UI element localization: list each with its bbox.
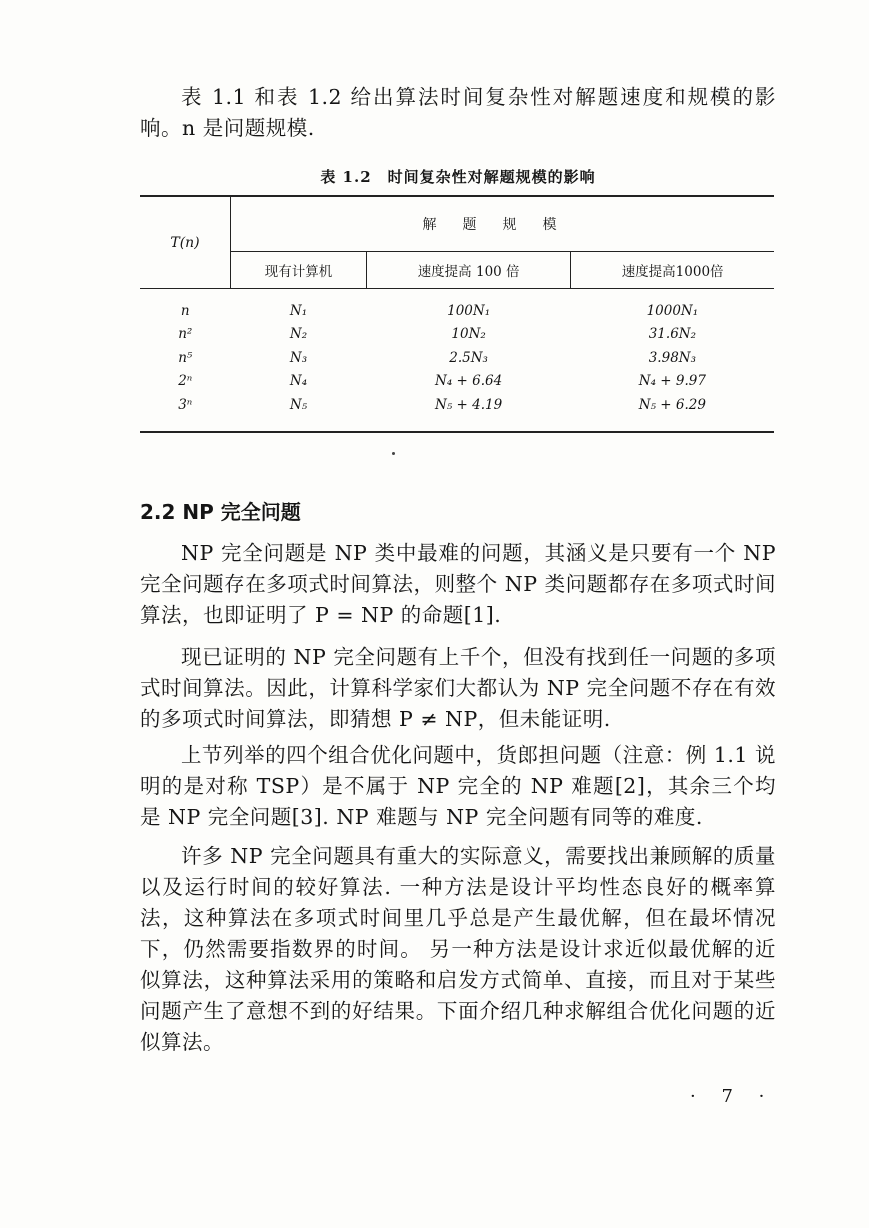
complexity-table xyxy=(140,195,774,433)
table-row xyxy=(140,346,774,370)
subheader-100x: 速度提高 100 倍 xyxy=(367,252,571,289)
table-cell: 10N₂ xyxy=(451,326,486,343)
paragraph-np-conjecture: 现已证明的 NP 完全问题有上千个，但没有找到任一问题的多项式时间算法。因此，计算科学家们大都认为 NP 完全问题不存在有效的多项式时间算法，即猜想 P ≠ NP，但未能证明. xyxy=(140,645,776,731)
table-cell: 3ⁿ xyxy=(178,396,193,413)
table-cell: n xyxy=(180,302,190,319)
table-cell: N₄ xyxy=(289,373,308,390)
table-cell: 2ⁿ xyxy=(178,373,193,390)
subheader-current: 现有计算机 xyxy=(264,264,333,280)
table-row xyxy=(140,370,774,394)
table-cell: N₄ + 6.64 xyxy=(435,373,503,390)
table-cell: 2.5N₃ xyxy=(449,349,488,366)
paragraph-approximation: 许多 NP 完全问题具有重大的实际意义，需要找出兼顾解的质量以及运行时间的较好算法. 一种方法是设计平均性态良好的概率算法，这种算法在多项式时间里几乎总是产生最优解，但在最坏情况下，仍然需要指数界的时间。 另一种方法是设计求近似最优解的近似算法，这种算法采用的策略和启发方式简单、直接，而且对于某些问题产生了意想不到的好结果。下面介绍几种求解组合优化问题的近似算法。 xyxy=(140,844,776,1054)
table-cell: N₅ xyxy=(289,396,308,413)
section-heading: 2.2 NP 完全问题 xyxy=(140,500,301,524)
group-header: 解题规模 xyxy=(231,196,775,252)
page-number: · 7 · xyxy=(690,1086,775,1107)
table-cell: N₅ + 4.19 xyxy=(435,396,503,413)
table-cell: N₂ xyxy=(289,326,308,343)
paragraph-np-definition: NP 完全问题是 NP 类中最难的问题，其涵义是只要有一个 NP 完全问题存在多项式时间算法，则整个 NP 类问题都存在多项式时间算法，也即证明了 P = NP 的命题[1]. xyxy=(140,541,776,627)
table-cell: 100N₁ xyxy=(447,302,491,319)
table-cell: N₅ + 6.29 xyxy=(638,396,706,413)
paragraph-tsp: 上节列举的四个组合优化问题中，货郎担问题（注意：例 1.1 说明的是对称 TSP）是不属于 NP 完全的 NP 难题[2]，其余三个均是 NP 完全问题[3]. NP 难题与 NP 完全问题有同等的难度. xyxy=(140,743,776,829)
column-header-tn: T(n) xyxy=(140,196,231,289)
table-cell: 3.98N₃ xyxy=(648,349,697,366)
table-caption: 表 1.2 时间复杂性对解题规模的影响 xyxy=(320,168,596,186)
table-cell: N₃ xyxy=(289,349,308,366)
subheader-1000x: 速度提高1000倍 xyxy=(621,264,724,280)
intro-paragraph: 表 1.1 和表 1.2 给出算法时间复杂性对解题速度和规模的影响。n 是问题规模. xyxy=(140,85,776,140)
table-row xyxy=(140,289,774,323)
table-cell: n⁵ xyxy=(178,349,193,366)
table-cell: n² xyxy=(178,326,193,343)
table-row xyxy=(140,393,774,432)
table-cell: N₄ + 9.97 xyxy=(638,373,706,390)
table-cell: 31.6N₂ xyxy=(648,326,697,343)
table-cell: 1000N₁ xyxy=(646,302,699,319)
print-speck xyxy=(392,452,395,455)
table-row xyxy=(140,323,774,347)
table-cell: N₁ xyxy=(289,302,308,319)
